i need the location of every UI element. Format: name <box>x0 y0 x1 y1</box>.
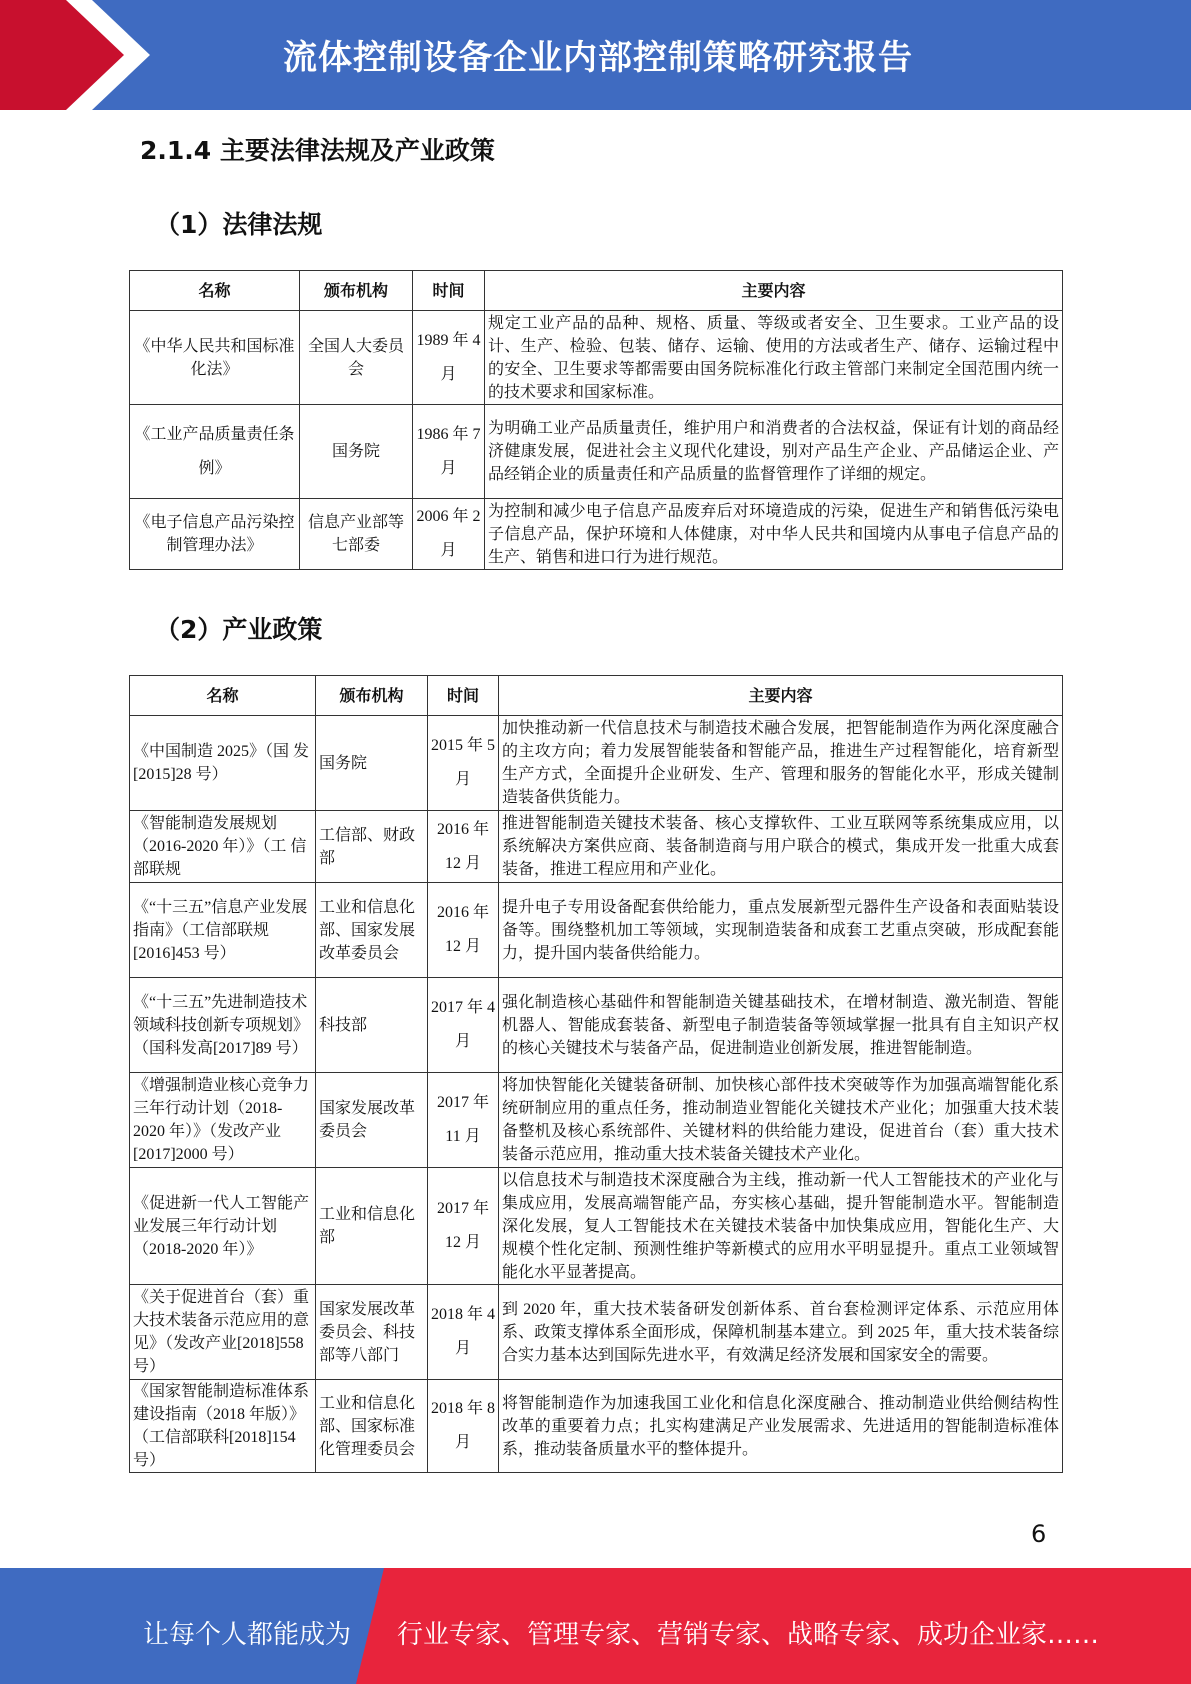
policies-table <box>129 675 1063 1473</box>
law-time: 2006 年 2 月 <box>413 499 485 570</box>
policy-time: 2017 年 12 月 <box>428 1168 499 1285</box>
policy-time: 2016 年 12 月 <box>428 883 499 978</box>
policy-time: 2017 年 11 月 <box>428 1073 499 1168</box>
law-content: 为控制和减少电子信息产品废弃后对环境造成的污染，促进生产和销售低污染电子信息产品，保护环境和人体健康，对中华人民共和国境内从事电子信息产品的生产、销售和进口行为进行规范。 <box>485 499 1063 570</box>
laws-table <box>129 270 1063 570</box>
table-row <box>130 811 1063 883</box>
header-banner <box>0 0 1191 110</box>
policy-content: 强化制造核心基础件和智能制造关键基础技术，在增材制造、激光制造、智能机器人、智能成套装备、新型电子制造装备等领域掌握一批具有自主知识产权的核心关键技术与装备产品，促进制造业创新发展，推进智能制造。 <box>499 978 1063 1073</box>
laws-heading: （1）法律法规 <box>155 210 323 239</box>
policy-org: 工信部、财政部 <box>316 811 428 883</box>
policy-content: 将智能制造作为加速我国工业化和信息化深度融合、推动制造业供给侧结构性改革的重要着力点；扎实构建满足产业发展需求、先进适用的智能制造标准体系，推动装备质量水平的整体提升。 <box>499 1380 1063 1473</box>
policy-content: 将加快智能化关键装备研制、加快核心部件技术突破等作为加强高端智能化系统研制应用的重点任务，推动制造业智能化关键技术产业化；加强重大技术装备整机及核心系统部件、关键材料的供给能力建设，促进首台（套）重大技术装备示范应用，推动重大技术装备关键技术产业化。 <box>499 1073 1063 1168</box>
policy-time: 2017 年 4 月 <box>428 978 499 1073</box>
col-header-content: 主要内容 <box>485 271 1063 311</box>
col-header-name: 名称 <box>130 676 316 716</box>
col-header-org: 颁布机构 <box>316 676 428 716</box>
policy-name: 《国家智能制造标准体系建设指南（2018 年版）》（工信部联科[2018]154 号） <box>130 1380 316 1473</box>
table-row <box>130 978 1063 1073</box>
col-header-time: 时间 <box>428 676 499 716</box>
law-name: 《工业产品质量责任条例》 <box>130 405 300 499</box>
policy-time: 2018 年 8 月 <box>428 1380 499 1473</box>
col-header-time: 时间 <box>413 271 485 311</box>
policy-content: 到 2020 年，重大技术装备研发创新体系、首台套检测评定体系、示范应用体系、政策支撑体系全面形成，保障机制基本建立。到 2025 年，重大技术装备综合实力基本达到国际先进水平，有效满足经济发展和国家安全的需要。 <box>499 1285 1063 1380</box>
page-number: 6 <box>1031 1520 1047 1548</box>
report-title: 流体控制设备企业内部控制策略研究报告 <box>283 38 913 78</box>
table-row <box>130 1073 1063 1168</box>
laws-header-row <box>130 271 1063 311</box>
footer-slogan-left: 让每个人都能成为 <box>143 1620 352 1650</box>
col-header-content: 主要内容 <box>499 676 1063 716</box>
policy-time: 2018 年 4 月 <box>428 1285 499 1380</box>
policy-org: 国家发展改革委员会 <box>316 1073 428 1168</box>
policy-org: 国家发展改革委员会、科技部等八部门 <box>316 1285 428 1380</box>
table-row <box>130 405 1063 499</box>
law-org: 全国人大委员会 <box>300 311 413 405</box>
table-row <box>130 311 1063 405</box>
table-row <box>130 883 1063 978</box>
policy-content: 以信息技术与制造技术深度融合为主线，推动新一代人工智能技术的产业化与集成应用，发展高端智能产品，夯实核心基础，提升智能制造水平。智能制造深化发展，复人工智能技术在关键技术装备中加快集成应用，智能化生产、大规模个性化定制、预测性维护等新模式的应用水平明显提升。重点工业领域智能化水平显著提高。 <box>499 1168 1063 1285</box>
policy-content: 推进智能制造关键技术装备、核心支撑软件、工业互联网等系统集成应用，以系统解决方案供应商、装备制造商与用户联合的模式，集成开发一批重大成套装备，推进工程应用和产业化。 <box>499 811 1063 883</box>
policy-name: 《“十三五”先进制造技术领域科技创新专项规划》（国科发高[2017]89 号） <box>130 978 316 1073</box>
policies-header-row <box>130 676 1063 716</box>
policy-org: 科技部 <box>316 978 428 1073</box>
law-name: 《电子信息产品污染控制管理办法》 <box>130 499 300 570</box>
section-title: 2.1.4 主要法律法规及产业政策 <box>140 136 495 165</box>
policy-org: 工业和信息化部 <box>316 1168 428 1285</box>
footer-slogan-right: 行业专家、管理专家、营销专家、战略专家、成功企业家…… <box>397 1620 1100 1650</box>
policy-name: 《关于促进首台（套）重大技术装备示范应用的意见》（发改产业[2018]558 号） <box>130 1285 316 1380</box>
policy-content: 提升电子专用设备配套供给能力，重点发展新型元器件生产设备和表面贴装设备等。围绕整机加工等领域，实现制造装备和成套工艺重点突破，形成配套能力，提升国内装备供给能力。 <box>499 883 1063 978</box>
policies-heading: （2）产业政策 <box>155 615 323 644</box>
law-time: 1986 年 7 月 <box>413 405 485 499</box>
policy-time: 2015 年 5 月 <box>428 716 499 811</box>
policy-content: 加快推动新一代信息技术与制造技术融合发展，把智能制造作为两化深度融合的主攻方向；着力发展智能装备和智能产品，推进生产过程智能化，培育新型生产方式，全面提升企业研发、生产、管理和服务的智能化水平，形成关键制造装备供货能力。 <box>499 716 1063 811</box>
policy-org: 国务院 <box>316 716 428 811</box>
policy-org: 工业和信息化部、国家标准化管理委员会 <box>316 1380 428 1473</box>
col-header-name: 名称 <box>130 271 300 311</box>
table-row <box>130 1380 1063 1473</box>
policy-name: 《“十三五”信息产业发展指南》（工信部联规[2016]453 号） <box>130 883 316 978</box>
law-content: 为明确工业产品质量责任，维护用户和消费者的合法权益，保证有计划的商品经济健康发展，促进社会主义现代化建设，别对产品生产企业、产品储运企业、产品经销企业的质量责任和产品质量的监督管理作了详细的规定。 <box>485 405 1063 499</box>
col-header-org: 颁布机构 <box>300 271 413 311</box>
law-time: 1989 年 4 月 <box>413 311 485 405</box>
table-row <box>130 499 1063 570</box>
law-org: 国务院 <box>300 405 413 499</box>
policy-time: 2016 年 12 月 <box>428 811 499 883</box>
policy-name: 《智能制造发展规划（2016-2020 年）》（工 信部联规 <box>130 811 316 883</box>
law-org: 信息产业部等七部委 <box>300 499 413 570</box>
law-name: 《中华人民共和国标准化法》 <box>130 311 300 405</box>
law-content: 规定工业产品的品种、规格、质量、等级或者安全、卫生要求。工业产品的设计、生产、检验、包装、储存、运输、使用的方法或者生产、储存、运输过程中的安全、卫生要求等都需要由国务院标准化行政主管部门来制定全国范围内统一的技术要求和国家标准。 <box>485 311 1063 405</box>
table-row <box>130 1168 1063 1285</box>
table-row <box>130 1285 1063 1380</box>
policy-name: 《中国制造 2025》（国 发[2015]28 号） <box>130 716 316 811</box>
policy-org: 工业和信息化部、国家发展改革委员会 <box>316 883 428 978</box>
policy-name: 《促进新一代人工智能产业发展三年行动计划（2018-2020 年）》 <box>130 1168 316 1285</box>
table-row <box>130 716 1063 811</box>
policy-name: 《增强制造业核心竞争力三年行动计划（2018-2020 年）》（发改产业[2017]2000 号） <box>130 1073 316 1168</box>
